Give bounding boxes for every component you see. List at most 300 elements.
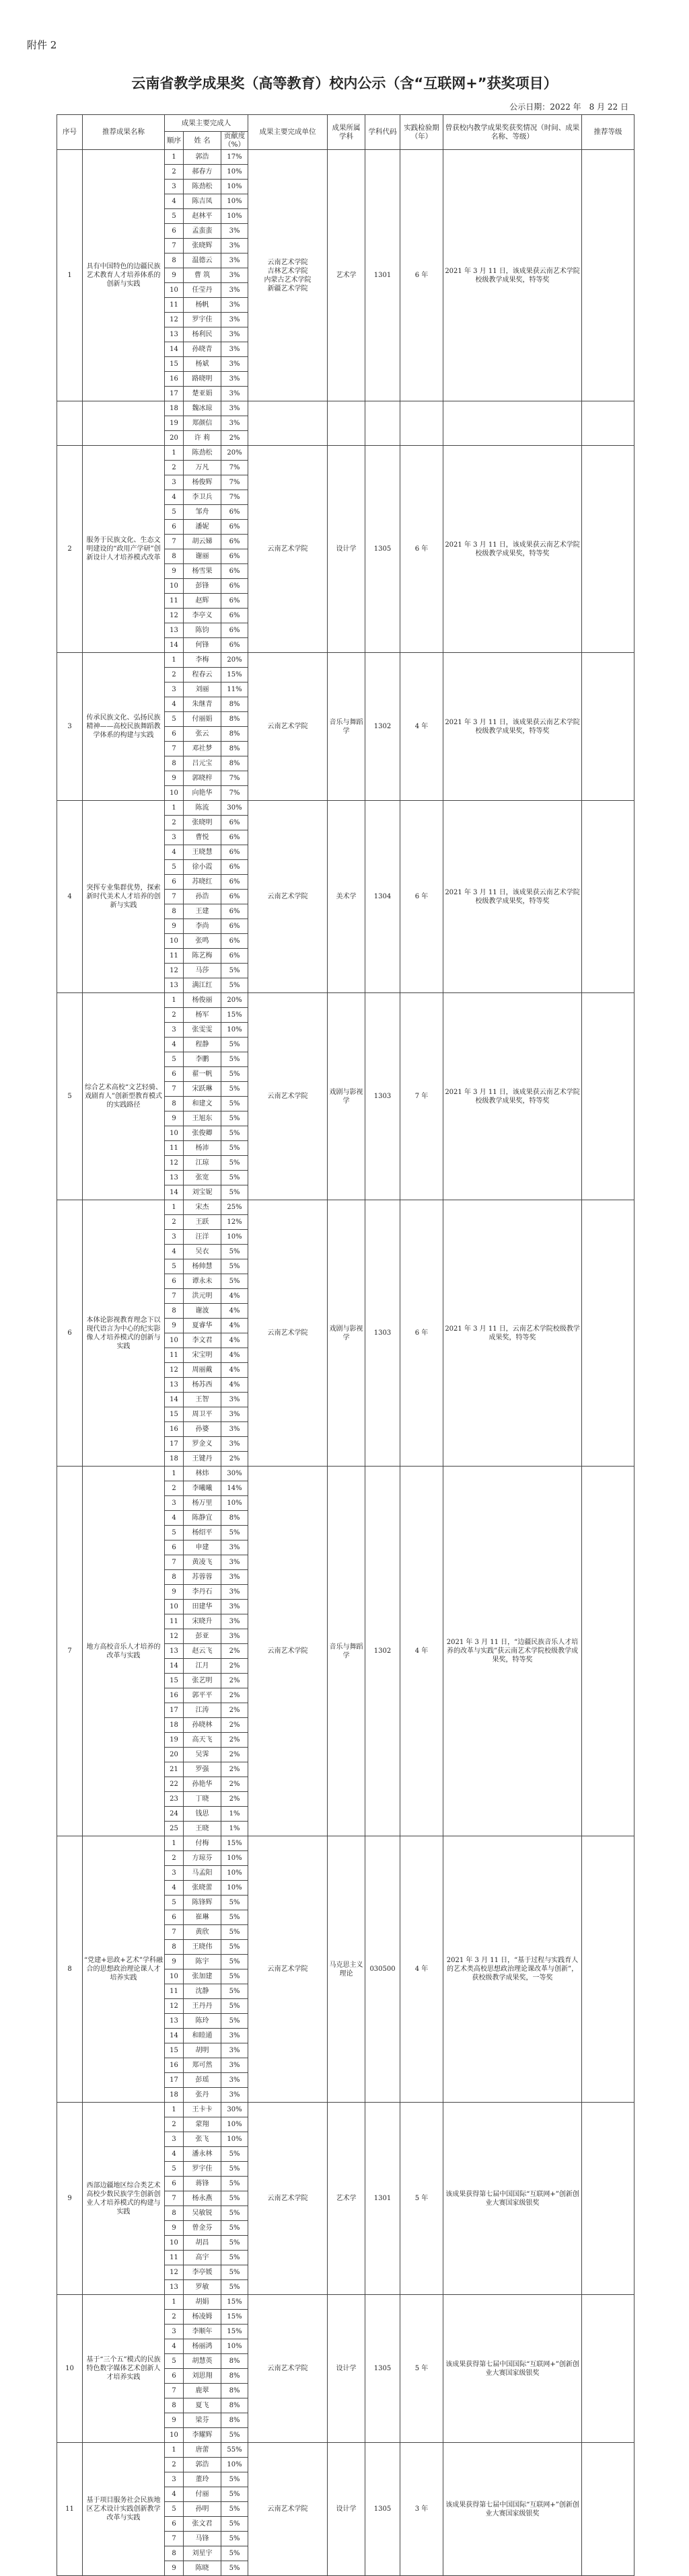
member-order: 5 <box>165 712 184 727</box>
member-name: 李尚 <box>184 919 221 934</box>
member-name: 高天飞 <box>184 1733 221 1748</box>
project-code: 1305 <box>365 446 400 653</box>
project-code: 1303 <box>365 1200 400 1467</box>
member-name: 杨俊辉 <box>184 475 221 490</box>
member-order: 16 <box>165 1688 184 1703</box>
member-share: 10% <box>221 1851 248 1866</box>
member-share: 4% <box>221 1289 248 1304</box>
member-order: 18 <box>165 1718 184 1733</box>
member-share: 1% <box>221 1807 248 1822</box>
member-share: 15% <box>221 1008 248 1023</box>
member-share: 4% <box>221 1319 248 1333</box>
project-award: 该成果获得第七届中国国际“互联网+”创新创业大赛国家级银奖 <box>443 2103 582 2295</box>
project-discipline: 设计学 <box>328 2443 365 2576</box>
project-award: 2021 年 3 月 11 日，该成果获云南艺术学院校级教学成果奖，特等奖 <box>443 653 582 801</box>
member-name: 陈钧 <box>184 623 221 638</box>
member-order: 13 <box>165 623 184 638</box>
member-share: 10% <box>221 209 248 224</box>
member-order: 6 <box>165 1067 184 1082</box>
member-name: 张宽 <box>184 1171 221 1185</box>
member-name: 王建 <box>184 904 221 919</box>
member-share: 6% <box>221 609 248 623</box>
member-name: 陈宇 <box>184 1955 221 1969</box>
member-name: 王丹丹 <box>184 1999 221 2014</box>
member-order: 12 <box>165 313 184 327</box>
member-order: 4 <box>165 2487 184 2502</box>
project-code: 030500 <box>365 1836 400 2103</box>
member-share: 7% <box>221 786 248 801</box>
member-share: 10% <box>221 1866 248 1881</box>
project-unit: 云南艺术学院 <box>248 993 328 1200</box>
member-share: 10% <box>221 2458 248 2472</box>
member-share: 6% <box>221 845 248 860</box>
member-order: 13 <box>165 327 184 342</box>
member-order: 8 <box>165 904 184 919</box>
member-order: 7 <box>165 2384 184 2398</box>
member-name: 杨凌姆 <box>184 2310 221 2325</box>
member-name: 曹 筑 <box>184 268 221 283</box>
project-unit: 云南艺术学院 <box>248 2443 328 2576</box>
project-unit: 云南艺术学院 吉林艺术学院 内蒙古艺术学院 新疆艺术学院 <box>248 150 328 401</box>
member-share: 3% <box>221 2088 248 2103</box>
member-order: 3 <box>165 1230 184 1245</box>
member-name: 彭亚 <box>184 1629 221 1644</box>
member-order: 24 <box>165 1807 184 1822</box>
member-share: 3% <box>221 1437 248 1452</box>
member-share: 15% <box>221 1836 248 1851</box>
member-order: 10 <box>165 786 184 801</box>
member-order: 2 <box>165 165 184 180</box>
member-share: 3% <box>221 2043 248 2058</box>
project-code: 1305 <box>365 2443 400 2576</box>
member-order: 1 <box>165 653 184 668</box>
member-order: 18 <box>165 1452 184 1467</box>
project-unit: 云南艺术学院 <box>248 2295 328 2443</box>
member-share: 2% <box>221 1703 248 1718</box>
header-code: 学科代码 <box>365 115 400 150</box>
member-share: 55% <box>221 2443 248 2458</box>
member-order: 14 <box>165 638 184 653</box>
member-share: 10% <box>221 2117 248 2132</box>
project-unit: 云南艺术学院 <box>248 446 328 653</box>
member-share: 10% <box>221 1881 248 1896</box>
member-share: 8% <box>221 727 248 742</box>
member-name: 李耀辉 <box>184 2428 221 2443</box>
member-order: 12 <box>165 2265 184 2280</box>
member-order: 2 <box>165 1481 184 1496</box>
project-name: 基于项目服务社会民族地区艺术设计实践创新教学改革与实践 <box>83 2443 165 2576</box>
header-order: 顺序 <box>165 132 184 150</box>
member-name: 胡慧英 <box>184 2354 221 2369</box>
publication-date: 公示日期：2022 年 8 月 22 日 <box>509 102 628 112</box>
member-name: 赵林平 <box>184 209 221 224</box>
member-share: 20% <box>221 993 248 1008</box>
member-share: 5% <box>221 1969 248 1984</box>
member-share: 2% <box>221 1762 248 1777</box>
member-order: 4 <box>165 490 184 505</box>
member-share: 5% <box>221 2251 248 2265</box>
member-order: 6 <box>165 2177 184 2191</box>
member-share: 7% <box>221 475 248 490</box>
member-name: 郭晓梓 <box>184 771 221 786</box>
member-share: 20% <box>221 653 248 668</box>
member-share: 2% <box>221 1748 248 1762</box>
member-share: 5% <box>221 1896 248 1910</box>
member-name: 苏晓红 <box>184 875 221 890</box>
project-award: 该成果获得第七届中国国际“互联网+”创新创业大赛国家级银奖 <box>443 2443 582 2576</box>
member-order: 3 <box>165 682 184 697</box>
member-order: 8 <box>165 2398 184 2413</box>
member-share: 3% <box>221 1555 248 1570</box>
member-order: 16 <box>165 1422 184 1437</box>
member-share: 2% <box>221 1644 248 1659</box>
member-order: 1 <box>165 2103 184 2117</box>
member-share: 3% <box>221 1422 248 1437</box>
member-share: 5% <box>221 1274 248 1289</box>
member-name: 李卫兵 <box>184 490 221 505</box>
member-name: 何锋 <box>184 638 221 653</box>
project-seq: 9 <box>57 2103 83 2295</box>
project-seq: 3 <box>57 653 83 801</box>
member-order: 6 <box>165 2369 184 2384</box>
member-share: 12% <box>221 1215 248 1230</box>
member-share: 2% <box>221 1777 248 1792</box>
member-name: 方琼芬 <box>184 1851 221 1866</box>
member-name: 王卡卡 <box>184 2103 221 2117</box>
member-order: 1 <box>165 801 184 816</box>
member-name: 谭永未 <box>184 1274 221 1289</box>
member-name: 黄欣 <box>184 1925 221 1940</box>
member-order: 12 <box>165 1999 184 2014</box>
member-order: 19 <box>165 416 184 431</box>
member-order: 3 <box>165 1023 184 1038</box>
member-name: 杨万里 <box>184 1496 221 1511</box>
member-share: 3% <box>221 1614 248 1629</box>
member-share: 6% <box>221 594 248 609</box>
member-share: 5% <box>221 2280 248 2295</box>
project-discipline: 设计学 <box>328 446 365 653</box>
member-name: 刘星宇 <box>184 2546 221 2561</box>
member-order: 5 <box>165 2354 184 2369</box>
member-order: 9 <box>165 1955 184 1969</box>
member-order: 5 <box>165 2162 184 2177</box>
member-order: 14 <box>165 1659 184 1674</box>
member-order: 13 <box>165 2280 184 2295</box>
member-order: 7 <box>165 1082 184 1097</box>
member-name: 王智 <box>184 1393 221 1407</box>
project-discipline: 设计学 <box>328 2295 365 2443</box>
member-name: 王晓 <box>184 1822 221 1836</box>
member-name: 罗敏 <box>184 2280 221 2295</box>
project-code: 1301 <box>365 150 400 401</box>
member-order: 5 <box>165 1896 184 1910</box>
member-name: 吕元宝 <box>184 756 221 771</box>
member-share: 5% <box>221 1999 248 2014</box>
member-order: 1 <box>165 2443 184 2458</box>
project-code: 1302 <box>365 653 400 801</box>
header-person: 姓 名 <box>184 132 221 150</box>
member-name: 刘丽 <box>184 682 221 697</box>
member-share: 5% <box>221 2517 248 2532</box>
member-order: 10 <box>165 1600 184 1614</box>
member-share: 5% <box>221 1245 248 1259</box>
member-share: 5% <box>221 1955 248 1969</box>
member-name: 陈艺梅 <box>184 949 221 964</box>
member-share: 4% <box>221 1378 248 1393</box>
project-unit: 云南艺术学院 <box>248 653 328 801</box>
member-order: 15 <box>165 2043 184 2058</box>
member-order: 5 <box>165 505 184 520</box>
member-share: 3% <box>221 327 248 342</box>
member-name: 马孟阳 <box>184 1866 221 1881</box>
member-name: 张晓蕾 <box>184 1881 221 1896</box>
member-order: 15 <box>165 1407 184 1422</box>
member-name: 宋宝明 <box>184 1348 221 1363</box>
member-name: 宋晓升 <box>184 1614 221 1629</box>
project-years: 4 年 <box>400 1467 443 1836</box>
member-name: 陈劲松 <box>184 446 221 461</box>
member-name: 翟一帆 <box>184 1067 221 1082</box>
member-share: 5% <box>221 2014 248 2029</box>
member-name: 李丹石 <box>184 1585 221 1600</box>
member-share: 5% <box>221 1097 248 1111</box>
member-name: 孟蛮蛮 <box>184 224 221 239</box>
project-years: 6 年 <box>400 150 443 401</box>
member-name: 徐小霞 <box>184 860 221 875</box>
member-order: 17 <box>165 1437 184 1452</box>
member-name: 马莎 <box>184 964 221 978</box>
member-name: 罗强 <box>184 1762 221 1777</box>
project-discipline: 马克思主义理论 <box>328 1836 365 2103</box>
member-order: 1 <box>165 1836 184 1851</box>
member-name: 夏睿华 <box>184 1319 221 1333</box>
project-seq: 7 <box>57 1467 83 1836</box>
member-share: 1% <box>221 1822 248 1836</box>
member-name: 谢波 <box>184 1304 221 1319</box>
member-name: 陈玲 <box>184 2014 221 2029</box>
member-order: 9 <box>165 771 184 786</box>
member-share: 3% <box>221 313 248 327</box>
member-order: 1 <box>165 1200 184 1215</box>
member-share: 10% <box>221 165 248 180</box>
project-rec <box>582 653 634 801</box>
member-name: 杨帆 <box>184 298 221 313</box>
member-name: 彭瑶 <box>184 2073 221 2088</box>
member-share: 3% <box>221 372 248 387</box>
project-code: 1304 <box>365 801 400 993</box>
member-order: 5 <box>165 860 184 875</box>
member-order: 15 <box>165 357 184 372</box>
member-share: 7% <box>221 771 248 786</box>
member-order: 6 <box>165 1910 184 1925</box>
member-name: 杨俊丽 <box>184 993 221 1008</box>
member-name: 杨苏西 <box>184 1378 221 1393</box>
member-name: 李曦曦 <box>184 1481 221 1496</box>
member-name: 王晓伟 <box>184 1940 221 1955</box>
project-unit: 云南艺术学院 <box>248 1200 328 1467</box>
member-share: 5% <box>221 2265 248 2280</box>
member-name: 孙婆 <box>184 1422 221 1437</box>
header-years: 实践检验期（年） <box>400 115 443 150</box>
member-share: 3% <box>221 357 248 372</box>
member-order: 9 <box>165 564 184 579</box>
project-years: 6 年 <box>400 801 443 993</box>
member-share: 5% <box>221 2502 248 2517</box>
member-share: 3% <box>221 283 248 298</box>
member-name: 杨丽鸿 <box>184 2339 221 2354</box>
member-order: 19 <box>165 1733 184 1748</box>
member-share: 5% <box>221 1126 248 1141</box>
member-order: 9 <box>165 1585 184 1600</box>
member-name: 杨帅慧 <box>184 1259 221 1274</box>
member-order: 7 <box>165 890 184 904</box>
member-name: 胡昌 <box>184 2236 221 2251</box>
member-share: 15% <box>221 668 248 682</box>
project-seq: 4 <box>57 801 83 993</box>
member-order: 3 <box>165 2325 184 2339</box>
project-unit: 云南艺术学院 <box>248 801 328 993</box>
member-name: 邓社梦 <box>184 742 221 756</box>
member-share: 5% <box>221 1910 248 1925</box>
member-share: 3% <box>221 239 248 253</box>
member-order: 25 <box>165 1822 184 1836</box>
member-share: 6% <box>221 816 248 830</box>
member-share: 3% <box>221 1629 248 1644</box>
member-order: 22 <box>165 1777 184 1792</box>
member-share: 5% <box>221 1940 248 1955</box>
member-name: 周丽戴 <box>184 1363 221 1378</box>
project-rec <box>582 2443 634 2576</box>
member-name: 张飞 <box>184 2132 221 2147</box>
member-share: 3% <box>221 1600 248 1614</box>
member-share: 6% <box>221 919 248 934</box>
member-name: 蒋锋 <box>184 2177 221 2191</box>
member-order: 3 <box>165 1866 184 1881</box>
member-share: 6% <box>221 890 248 904</box>
member-share: 30% <box>221 1467 248 1481</box>
member-share: 3% <box>221 1393 248 1407</box>
member-name: 杨雪果 <box>184 564 221 579</box>
member-name: 陈晓 <box>184 2561 221 2576</box>
member-share: 4% <box>221 1304 248 1319</box>
member-name: 李亭义 <box>184 609 221 623</box>
member-order: 3 <box>165 180 184 194</box>
member-order: 11 <box>165 594 184 609</box>
member-order: 12 <box>165 1156 184 1171</box>
project-seq: 1 <box>57 150 83 401</box>
member-order: 7 <box>165 535 184 549</box>
member-share: 5% <box>221 2147 248 2162</box>
project-rec <box>582 446 634 653</box>
project-award: 2021 年 3 月 11 日，“边疆民族音乐人才培养的改革与实践”获云南艺术学院校级教学成果奖，特等奖 <box>443 1467 582 1836</box>
table-row <box>57 2103 634 2117</box>
member-name: 潘永林 <box>184 2147 221 2162</box>
member-order: 15 <box>165 1674 184 1688</box>
member-share: 30% <box>221 2103 248 2117</box>
project-seq: 11 <box>57 2443 83 2576</box>
member-name: 程春云 <box>184 668 221 682</box>
table-row <box>57 1836 634 1851</box>
member-order: 11 <box>165 1984 184 1999</box>
project-seq: 2 <box>57 446 83 653</box>
member-order: 17 <box>165 2073 184 2088</box>
project-name <box>83 401 165 446</box>
member-order: 13 <box>165 1378 184 1393</box>
member-name: 赵辉 <box>184 594 221 609</box>
member-share: 6% <box>221 623 248 638</box>
member-share: 6% <box>221 505 248 520</box>
header-unit: 成果主要完成单位 <box>248 115 328 150</box>
member-share: 5% <box>221 1156 248 1171</box>
member-share: 8% <box>221 1511 248 1526</box>
member-name: 温德云 <box>184 253 221 268</box>
member-share: 5% <box>221 2221 248 2236</box>
member-order: 11 <box>165 1614 184 1629</box>
project-seq: 8 <box>57 1836 83 2103</box>
member-order: 12 <box>165 964 184 978</box>
member-order: 6 <box>165 875 184 890</box>
member-share: 5% <box>221 1111 248 1126</box>
member-name: 邹舟 <box>184 505 221 520</box>
member-order: 18 <box>165 401 184 416</box>
member-order: 7 <box>165 1555 184 1570</box>
member-name: 孙晓林 <box>184 1718 221 1733</box>
member-share: 2% <box>221 1733 248 1748</box>
member-share: 6% <box>221 535 248 549</box>
member-share: 6% <box>221 830 248 845</box>
project-rec <box>582 1200 634 1467</box>
member-name: 刘思翔 <box>184 2369 221 2384</box>
member-share: 5% <box>221 1185 248 1200</box>
project-discipline: 美术学 <box>328 801 365 993</box>
member-order: 10 <box>165 2428 184 2443</box>
member-share: 5% <box>221 1082 248 1097</box>
member-name: 王晓慧 <box>184 845 221 860</box>
project-award: 2021 年 3 月 11 日，该成果获云南艺术学院校级教学成果奖，特等奖 <box>443 801 582 993</box>
project-award: 2021 年 3 月 11 日，“基于过程与实践育人的艺术类高校思想政治理论课改革与创新”，获校级教学成果奖，一等奖 <box>443 1836 582 2103</box>
member-name: 张文君 <box>184 2517 221 2532</box>
member-name: 郭浩 <box>184 2458 221 2472</box>
project-seq: 6 <box>57 1200 83 1467</box>
member-name: 杨军 <box>184 1008 221 1023</box>
member-order: 10 <box>165 934 184 949</box>
member-name: 江月 <box>184 1659 221 1674</box>
member-share: 5% <box>221 1141 248 1156</box>
member-share: 6% <box>221 564 248 579</box>
member-order: 6 <box>165 520 184 535</box>
member-order: 5 <box>165 209 184 224</box>
project-discipline: 艺术学 <box>328 150 365 401</box>
project-rec <box>582 801 634 993</box>
member-share: 5% <box>221 2177 248 2191</box>
project-award: 2021 年 3 月 11 日，该成果获云南艺术学院校级教学成果奖，特等奖 <box>443 446 582 653</box>
member-name: 宋杰 <box>184 1200 221 1215</box>
member-order: 13 <box>165 1171 184 1185</box>
member-name: 洪元明 <box>184 1289 221 1304</box>
member-share: 10% <box>221 1496 248 1511</box>
member-share: 2% <box>221 1718 248 1733</box>
member-name: 张丹 <box>184 2088 221 2103</box>
member-order: 1 <box>165 446 184 461</box>
member-share: 2% <box>221 1792 248 1807</box>
member-order: 4 <box>165 194 184 209</box>
member-order: 5 <box>165 1259 184 1274</box>
member-share: 15% <box>221 2295 248 2310</box>
member-name: 王跃 <box>184 1215 221 1230</box>
member-name: 郑颜信 <box>184 416 221 431</box>
member-order: 16 <box>165 372 184 387</box>
member-share: 5% <box>221 1171 248 1185</box>
